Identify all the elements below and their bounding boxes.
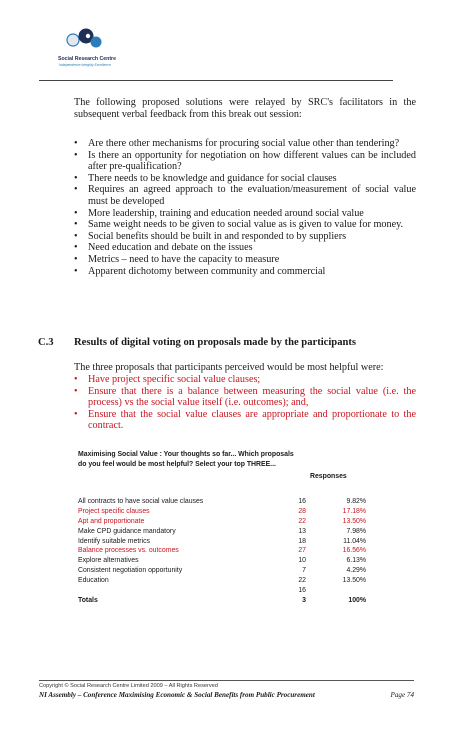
row-label: Balance processes vs. outcomes [78,547,179,555]
row-percent: 16.56% [342,547,366,555]
row-percent: 11.04% [343,537,366,545]
responses-header: Responses [310,473,347,480]
table-row [78,597,368,607]
section-intro: The three proposals that participants perceived would be most helpful were: [74,362,384,373]
row-percent: 13.50% [342,577,366,585]
row-label: Education [78,577,109,585]
row-count: 22 [298,577,306,585]
list-item: • Apparent dichotomy between community and commercial [74,266,416,278]
top-proposals-list [74,374,416,432]
row-percent: 13.50% [342,517,366,525]
table-row [78,528,368,538]
row-label: Make CPD guidance mandatory [78,527,176,535]
row-label: Explore alternatives [78,557,139,565]
row-percent: 4.29% [346,567,366,575]
row-percent: 100% [348,596,366,604]
list-item: • Ensure that there is a balance between measuring the social value (i.e. the process) vs the social value itself (i.e. outcomes); and, [74,386,416,409]
footer-line [39,691,414,699]
row-percent: 6.13% [346,557,366,565]
table-row [78,508,368,518]
footer-rule [39,680,414,681]
section-heading [38,337,356,348]
row-count: 16 [298,498,306,505]
page-number: Page 74 [390,691,414,699]
list-item: • Requires an agreed approach to the evaluation/measurement of social value must be developed [74,184,416,207]
table-row [78,587,368,597]
list-item: • Need education and debate on the issues [74,242,416,254]
table-row [78,577,368,587]
row-label: All contracts to have social value clauses [78,498,204,505]
src-logo-icon [64,26,108,54]
table-row [78,547,368,557]
solutions-list [74,138,416,277]
row-count: 22 [298,517,306,525]
logo-tagline: Independence Integrity Excellence [59,63,111,67]
list-item: • Ensure that the social value clauses are appropriate and proportionate to the contract. [74,409,416,432]
list-item: • Metrics – need to have the capacity to measure [74,254,416,266]
row-label: Project specific clauses [78,507,150,515]
table-row [78,567,368,577]
table-row [78,518,368,528]
list-item: • Are there other mechanisms for procuring social value other than tendering? [74,138,416,150]
row-label: Identify suitable metrics [78,537,150,545]
row-count: 13 [298,527,306,535]
list-item: • Have project specific social value clauses; [74,374,416,386]
row-count: 27 [298,547,306,555]
row-count: 16 [298,587,306,595]
header-rule [39,80,393,81]
row-label: Totals [78,596,98,604]
list-item: • More leadership, training and education needed around social value [74,208,416,220]
table-body [78,498,368,607]
table-row [78,557,368,567]
row-count: 18 [298,537,306,545]
logo-name: Social Research Centre [58,56,116,62]
intro-paragraph: The following proposed solutions were relayed by SRC's facilitators in the subsequent verbal feedback from this break out session: [74,97,416,121]
list-item: • Same weight needs to be given to social value as is given to value for money. [74,219,416,231]
footer-title: NI Assembly – Conference Maximising Economic & Social Benefits from Public Procurement [39,691,315,699]
list-item: • Is there an opportunity for negotiation on how different values can be included after pre-qualification? [74,150,416,173]
table-row [78,498,368,508]
row-count: 3 [302,596,306,604]
row-label: Apt and proportionate [78,517,145,525]
section-number: C.3 [38,337,54,348]
src-logo [58,26,148,66]
row-percent: 7.98% [346,527,366,535]
row-percent: 9.82% [346,498,366,505]
section-title: Results of digital voting on proposals made by the participants [74,337,357,348]
list-item: • Social benefits should be built in and responded to by suppliers [74,231,416,243]
row-percent: 17.18% [342,507,366,515]
copyright-notice: Copyright © Social Research Centre Limited 2009 – All Rights Reserved [39,683,218,689]
list-item: • There needs to be knowledge and guidance for social clauses [74,173,416,185]
row-count: 10 [298,557,306,565]
row-count: 7 [302,567,306,575]
table-row [78,538,368,548]
row-count: 28 [298,507,306,515]
row-label: Consistent negotiation opportunity [78,567,183,575]
table-question: Maximising Social Value : Your thoughts so far... Which proposals do you feel would be most helpful? Select your top THREE... [78,451,294,468]
